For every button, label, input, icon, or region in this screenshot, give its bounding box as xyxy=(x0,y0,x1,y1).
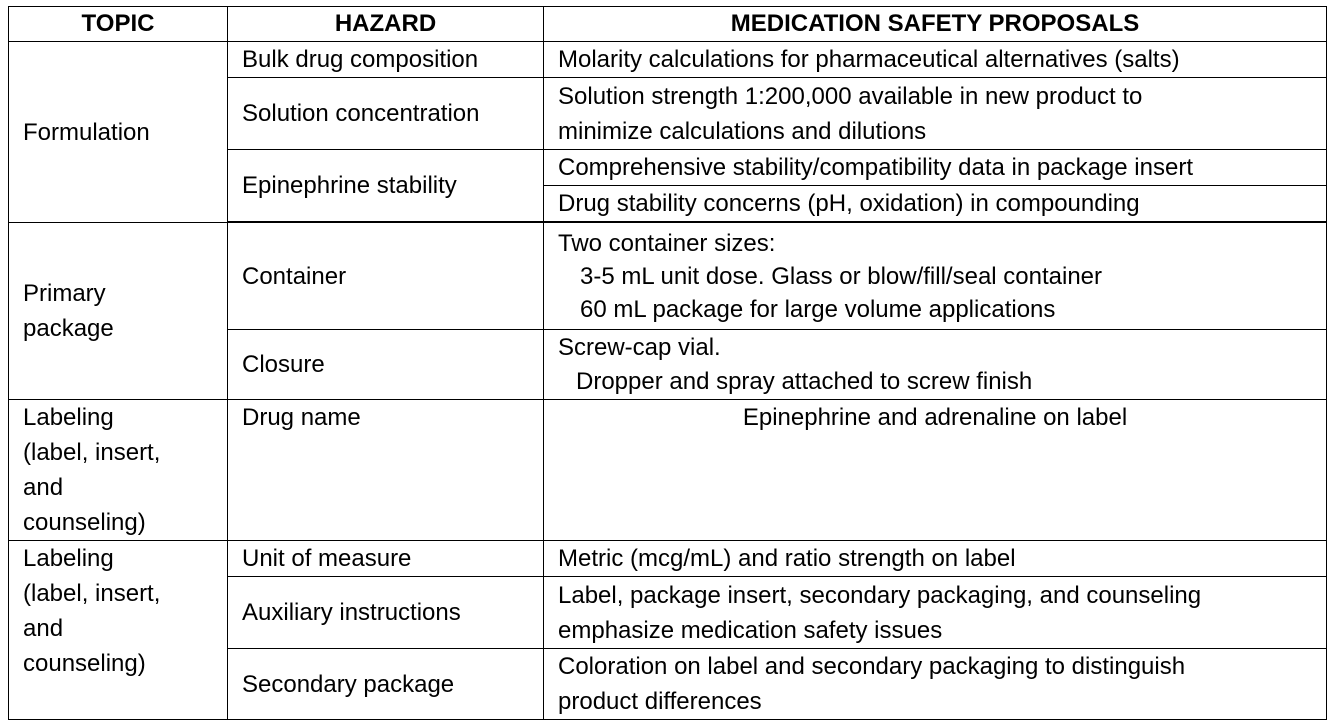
proposal-line: Solution strength 1:200,000 available in new product to xyxy=(558,82,1143,110)
hazard-cell: Closure xyxy=(228,330,544,400)
topic-cell-labeling xyxy=(9,400,228,541)
topic-line: and xyxy=(23,615,64,642)
hazard-cell: Drug name xyxy=(228,400,544,541)
hazard-cell: Epinephrine stability xyxy=(228,150,544,222)
proposal-line: product differences xyxy=(558,688,762,715)
proposal-line: Coloration on label and secondary packaging to distinguish xyxy=(558,653,1186,680)
hazard-cell: Secondary package xyxy=(228,649,544,720)
header-proposals: MEDICATION SAFETY PROPOSALS xyxy=(544,7,1327,42)
hazard-cell: Bulk drug composition xyxy=(228,42,544,78)
proposal-cell xyxy=(544,577,1327,649)
medication-safety-table xyxy=(8,6,1327,720)
topic-line: package xyxy=(23,315,114,342)
proposal-cell xyxy=(544,223,1327,330)
topic-line: counseling) xyxy=(23,509,146,536)
proposal-cell: Molarity calculations for pharmaceutical alternatives (salts) xyxy=(544,42,1327,78)
table-row xyxy=(9,42,1327,78)
proposal-line: 3-5 mL unit dose. Glass or blow/fill/seal container xyxy=(580,262,1103,290)
table-row xyxy=(9,400,1327,541)
topic-line: Labeling xyxy=(23,545,114,572)
topic-line: counseling) xyxy=(23,650,146,677)
topic-line: (label, insert, xyxy=(23,439,161,466)
topic-cell-formulation: Formulation xyxy=(9,42,228,223)
proposal-line: Label, package insert, secondary packaging, and counseling xyxy=(558,581,1202,609)
proposal-cell xyxy=(544,330,1327,400)
proposal-line: minimize calculations and dilutions xyxy=(558,117,927,145)
topic-line: and xyxy=(23,474,64,501)
header-topic: TOPIC xyxy=(9,7,228,42)
topic-line: Primary xyxy=(23,280,106,307)
hazard-cell: Unit of measure xyxy=(228,541,544,577)
proposal-line: Two container sizes: xyxy=(558,229,776,257)
topic-line: Labeling xyxy=(23,404,114,431)
topic-cell-primary-package xyxy=(9,223,228,400)
proposal-cell: Metric (mcg/mL) and ratio strength on label xyxy=(544,541,1327,577)
topic-line: (label, insert, xyxy=(23,580,161,607)
proposal-line: Dropper and spray attached to screw finish xyxy=(576,367,1033,395)
hazard-cell: Container xyxy=(228,223,544,330)
proposal-cell: Comprehensive stability/compatibility data in package insert xyxy=(544,150,1327,186)
proposal-cell xyxy=(544,78,1327,150)
proposal-cell: Drug stability concerns (pH, oxidation) in compounding xyxy=(544,186,1327,222)
proposal-cell: Epinephrine and adrenaline on label xyxy=(544,400,1327,541)
table-row xyxy=(9,541,1327,577)
topic-cell-labeling xyxy=(9,541,228,720)
proposal-line: Screw-cap vial. xyxy=(558,333,721,361)
hazard-cell: Solution concentration xyxy=(228,78,544,150)
header-hazard: HAZARD xyxy=(228,7,544,42)
proposal-line: emphasize medication safety issues xyxy=(558,616,943,644)
header-row xyxy=(9,7,1327,42)
table-row xyxy=(9,223,1327,330)
proposal-line: 60 mL package for large volume applications xyxy=(580,295,1056,323)
hazard-cell: Auxiliary instructions xyxy=(228,577,544,649)
proposal-cell xyxy=(544,649,1327,720)
